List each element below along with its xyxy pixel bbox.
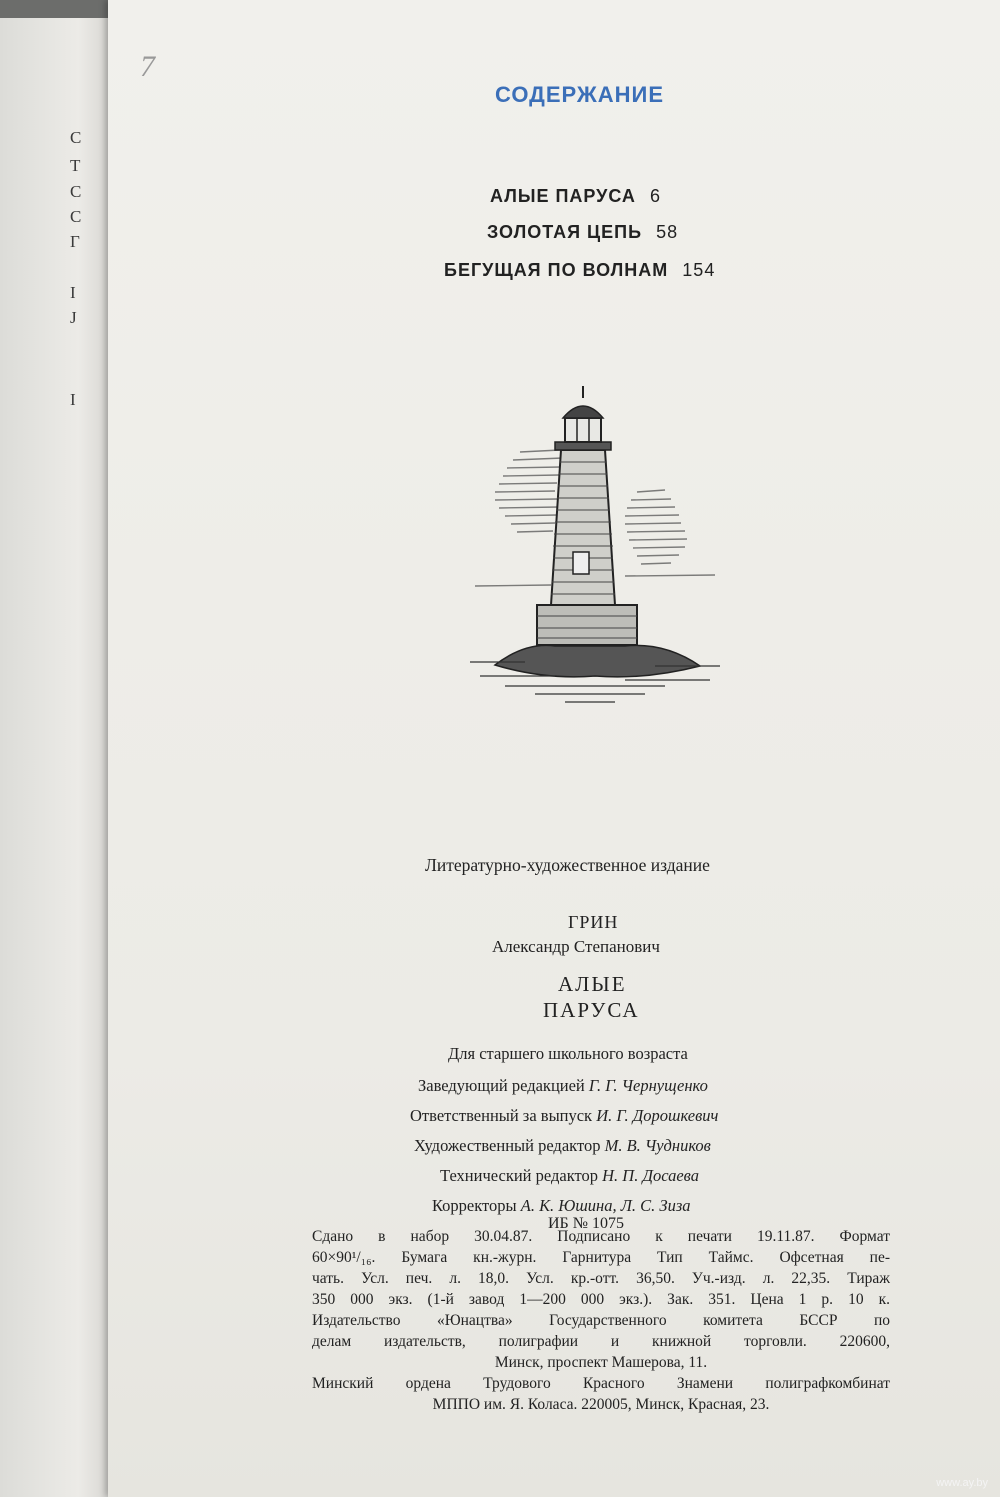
- book-title-line2: ПАРУСА: [543, 998, 640, 1022]
- credit-line: [414, 1136, 711, 1156]
- credit-person: М. В. Чудников: [604, 1136, 711, 1155]
- toc-item: [490, 186, 661, 207]
- credit-line: [410, 1106, 718, 1126]
- credit-person: А. К. Юшина, Л. С. Зиза: [520, 1196, 691, 1215]
- toc-item-page: 154: [682, 260, 716, 280]
- facing-page-glyph: І: [70, 283, 76, 302]
- book-title-line1: АЛЫЕ: [558, 972, 627, 996]
- facing-page-edge: [0, 0, 112, 1497]
- credit-person: И. Г. Дорошкевич: [596, 1106, 719, 1125]
- author-surname: ГРИН: [568, 912, 619, 932]
- toc-item: [487, 222, 678, 243]
- imprint-line: Минск, проспект Машерова, 11.: [494, 1354, 708, 1371]
- credit-role: Заведующий редакцией: [418, 1076, 585, 1095]
- imprint-line: МППО им. Я. Коласа. 220005, Минск, Красная, 23.: [432, 1396, 770, 1413]
- ib-number: ИБ № 1075: [548, 1215, 625, 1232]
- credit-line: [418, 1076, 708, 1096]
- credit-person: Г. Г. Чернущенко: [588, 1076, 708, 1095]
- toc-item: [444, 260, 715, 281]
- edition-type: Литературно-художественное издание: [425, 855, 710, 875]
- toc-heading: СОДЕРЖАНИЕ: [495, 82, 665, 107]
- imprint-line: Издательство «Юнацтва» Государственного комитета БССР по: [312, 1312, 890, 1329]
- credit-role: Технический редактор: [440, 1166, 598, 1185]
- credit-person: Н. П. Досаева: [602, 1166, 699, 1185]
- imprint-line: 350 000 экз. (1-й завод 1—200 000 экз.). Зак. 351. Цена 1 р. 10 к.: [312, 1291, 890, 1308]
- author-name: Александр Степанович: [492, 937, 660, 956]
- imprint-block: [312, 1226, 890, 1415]
- imprint-line: чать. Усл. печ. л. 18,0. Усл. кр.-отт. 36,50. Уч.-изд. л. 22,35. Тираж: [312, 1270, 890, 1287]
- audience-note: Для старшего школьного возраста: [448, 1044, 688, 1063]
- toc-item-page: 58: [656, 222, 679, 242]
- facing-page-glyph: І: [70, 390, 76, 409]
- imprint-line: 60×90¹/₁₆. Бумага кн.-журн. Гарнитура Тип Таймс. Офсетная пе-: [312, 1249, 890, 1266]
- lighthouse-icon: [465, 380, 725, 720]
- credit-role: Корректоры: [432, 1196, 517, 1215]
- facing-page-glyph: С: [70, 182, 82, 201]
- watermark: www.ay.by: [936, 1477, 988, 1489]
- imprint-line: Минский ордена Трудового Красного Знамени полиграфкомбинат: [312, 1375, 890, 1392]
- credit-role: Художественный редактор: [414, 1136, 601, 1155]
- facing-page-glyph: Ј: [70, 308, 77, 327]
- credit-line: [432, 1196, 691, 1216]
- facing-page-glyph: Г: [70, 232, 80, 251]
- facing-page-glyph: Т: [70, 156, 81, 175]
- toc-item-title: ЗОЛОТАЯ ЦЕПЬ: [487, 222, 643, 242]
- toc-item-title: АЛЫЕ ПАРУСА: [490, 186, 636, 206]
- toc-item-title: БЕГУЩАЯ ПО ВОЛНАМ: [444, 260, 669, 280]
- toc-item-page: 6: [649, 186, 661, 206]
- imprint-line: делам издательств, полиграфии и книжной торговли. 220600,: [312, 1333, 890, 1350]
- facing-page-glyph: С: [70, 207, 82, 226]
- pencil-mark: 7: [140, 50, 155, 83]
- credit-role: Ответственный за выпуск: [410, 1106, 593, 1125]
- credit-line: [440, 1166, 699, 1186]
- facing-page-glyph: С: [70, 128, 82, 147]
- imprint-line: Сдано в набор 30.04.87. Подписано к печати 19.11.87. Формат: [312, 1228, 890, 1245]
